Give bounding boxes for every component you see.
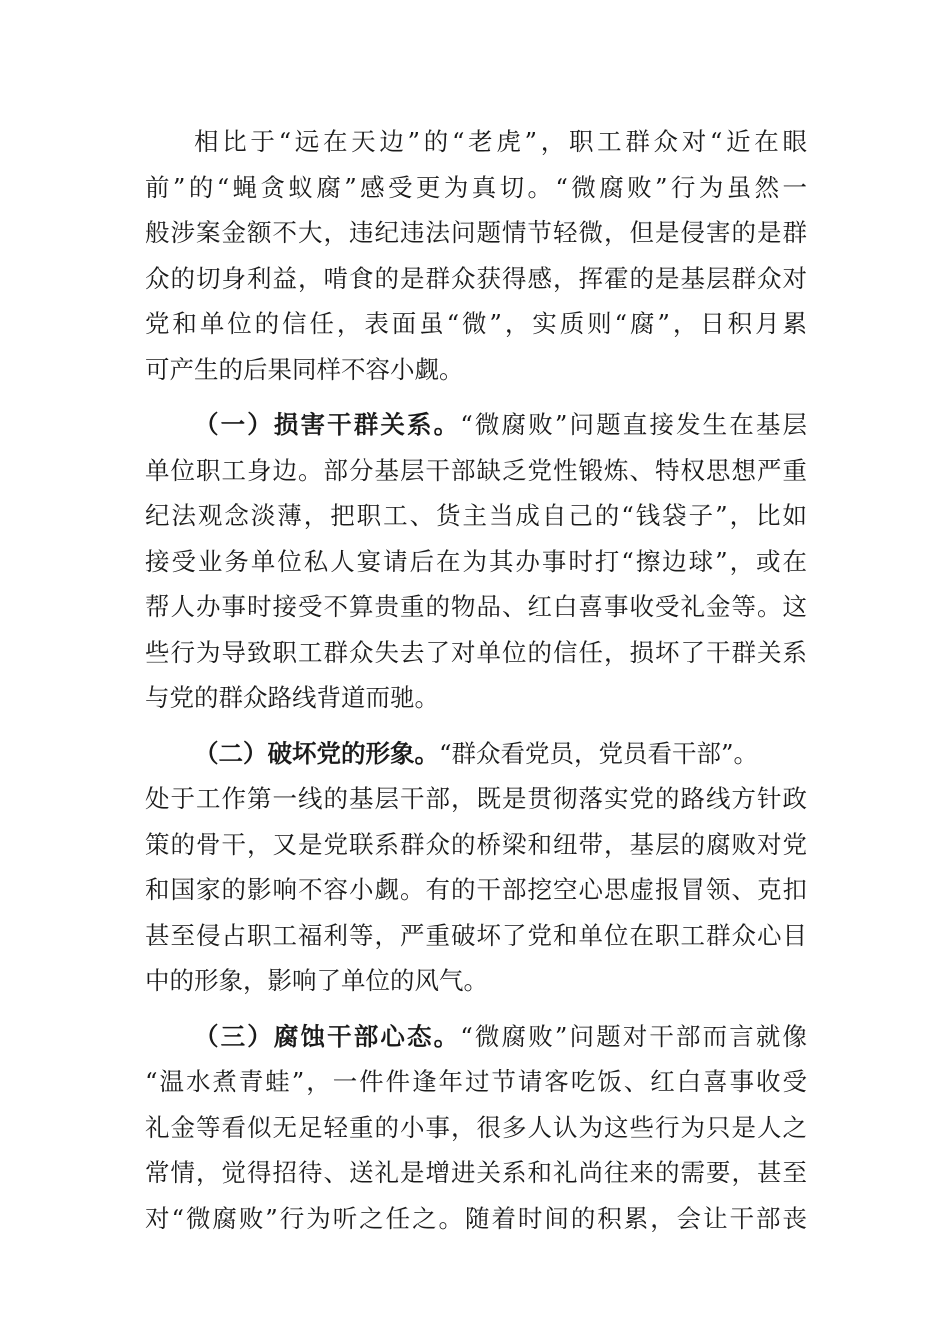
paragraph-line: [145, 731, 807, 777]
paragraph-text: “微腐败”问题对干部而言就像: [460, 1021, 807, 1051]
paragraph-text: “微腐败”问题直接发生在基层: [460, 410, 807, 439]
section-heading: （一）损害干群关系。: [194, 410, 461, 439]
paragraph-line: 常情，觉得招待、送礼是增进关系和礼尚往来的需要，甚至: [145, 1158, 807, 1187]
paragraph-line: 处于工作第一线的基层干部，既是贯彻落实党的路线方针政: [145, 784, 807, 813]
paragraph-gap: [145, 721, 807, 731]
paragraph-gap: [145, 1004, 807, 1014]
paragraph-line: 般涉案金额不大，违纪违法问题情节轻微，但是侵害的是群: [145, 218, 807, 247]
paragraph-line: 些行为导致职工群众失去了对单位的信任，损坏了干群关系: [145, 637, 807, 667]
paragraph-line: 相比于“远在天边”的“老虎”，职工群众对“近在眼: [194, 127, 807, 156]
paragraph-line: 众的切身利益，啃食的是群众获得感，挥霍的是基层群众对: [145, 263, 807, 293]
paragraph-line: “温水煮青蛙”，一件件逢年过节请客吃饭、红白喜事收受: [145, 1067, 807, 1096]
paragraph-line: 中的形象，影响了单位的风气。: [145, 966, 488, 995]
paragraph-gap: [145, 392, 807, 402]
paragraph-line: 纪法观念淡薄，把职工、货主当成自己的“钱袋子”，比如: [145, 501, 807, 530]
paragraph-line: 接受业务单位私人宴请后在为其办事时打“擦边球”，或在: [145, 546, 807, 576]
document-body: [145, 119, 807, 1241]
section-heading: （二）破坏党的形象。: [194, 738, 439, 768]
paragraph-line: 甚至侵占职工福利等，严重破坏了党和单位在职工群众心目: [145, 920, 807, 950]
section-heading: （三）腐蚀干部心态。: [194, 1021, 461, 1051]
paragraph-line: 与党的群众路线背道而驰。: [145, 683, 439, 712]
paragraph-line: 礼金等看似无足轻重的小事，很多人认为这些行为只是人之: [145, 1112, 807, 1142]
paragraph-line: 前”的“蝇贪蚁腐”感受更为真切。“微腐败”行为虽然一: [145, 172, 807, 202]
paragraph-line: 党和单位的信任，表面虽“微”，实质则“腐”，日积月累: [145, 309, 807, 338]
paragraph-line: 对“微腐败”行为听之任之。随着时间的积累，会让干部丧: [145, 1203, 807, 1233]
paragraph-line: [145, 402, 807, 448]
paragraph-line: 单位职工身边。部分基层干部缺乏党性锻炼、特权思想严重: [145, 455, 807, 485]
paragraph-line: 可产生的后果同样不容小觑。: [145, 354, 464, 384]
paragraph-text: “群众看党员，党员看干部”。: [439, 738, 759, 768]
paragraph-line: [145, 1014, 807, 1060]
paragraph-line: 帮人办事时接受不算贵重的物品、红白喜事收受礼金等。这: [145, 592, 807, 621]
paragraph-line: 策的骨干，又是党联系群众的桥梁和纽带，基层的腐败对党: [145, 829, 807, 859]
paragraph-line: 和国家的影响不容小觑。有的干部挖空心思虚报冒领、克扣: [145, 875, 807, 904]
